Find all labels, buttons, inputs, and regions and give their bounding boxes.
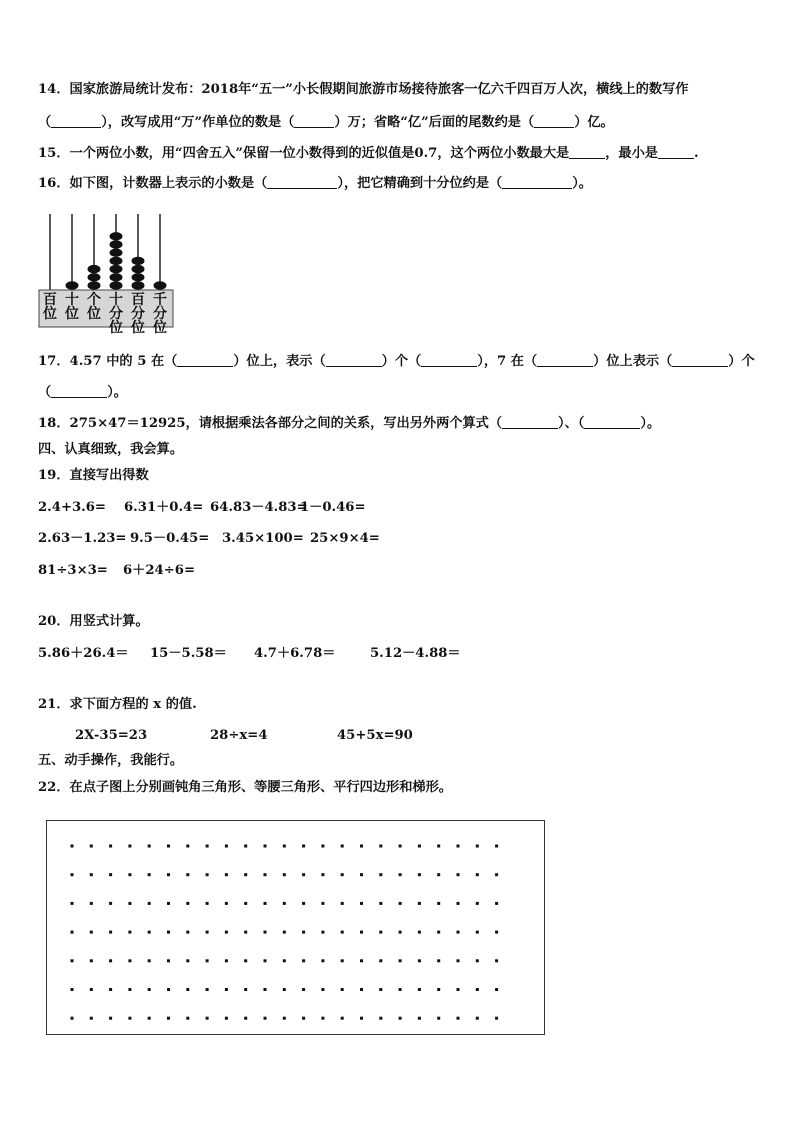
grid-dot[interactable]	[244, 845, 247, 848]
grid-dot[interactable]	[379, 931, 382, 934]
q20-title: 20．用竖式计算。	[38, 614, 149, 629]
grid-dot[interactable]	[321, 902, 324, 905]
calc-item: 2.63－1.23=	[38, 531, 127, 546]
grid-dot[interactable]	[457, 902, 460, 905]
grid-dot[interactable]	[495, 959, 498, 962]
grid-dot[interactable]	[283, 988, 286, 991]
vertical-calc-item: 5.86＋26.4＝	[38, 646, 129, 661]
grid-dot[interactable]	[457, 873, 460, 876]
abacus-bead	[110, 232, 123, 240]
grid-dot[interactable]	[90, 902, 93, 905]
abacus-bead	[110, 240, 123, 248]
abacus-bead	[132, 257, 145, 265]
answer-blank[interactable]	[569, 146, 605, 159]
q17-line1: 17．4.57 中的 5 在（ ）位上，表示（ ）个（ ），7 在（ ）位上表示（ ）个	[38, 354, 755, 369]
abacus-place-label: 十	[65, 292, 79, 308]
grid-dot[interactable]	[90, 988, 93, 991]
grid-dot[interactable]	[321, 988, 324, 991]
grid-dot[interactable]	[399, 988, 402, 991]
grid-dot[interactable]	[225, 931, 228, 934]
grid-dot[interactable]	[437, 1017, 440, 1020]
abacus-place-label: 百	[131, 292, 145, 308]
abacus-bead	[88, 265, 101, 273]
grid-dot[interactable]	[109, 988, 112, 991]
grid-dot[interactable]	[379, 845, 382, 848]
grid-dot[interactable]	[167, 873, 170, 876]
abacus-place-label: 分	[153, 306, 167, 322]
grid-dot[interactable]	[167, 988, 170, 991]
grid-dot[interactable]	[302, 845, 305, 848]
grid-dot[interactable]	[360, 902, 363, 905]
grid-dot[interactable]	[206, 845, 209, 848]
grid-dot[interactable]	[302, 931, 305, 934]
calc-item: 9.5－0.45=	[130, 531, 210, 546]
grid-dot[interactable]	[321, 931, 324, 934]
grid-dot[interactable]	[71, 1017, 74, 1020]
grid-dot[interactable]	[341, 902, 344, 905]
grid-dot[interactable]	[71, 988, 74, 991]
grid-dot[interactable]	[90, 1017, 93, 1020]
grid-dot[interactable]	[128, 845, 131, 848]
abacus-place-label: 千	[153, 292, 167, 308]
grid-dot[interactable]	[109, 845, 112, 848]
grid-dot[interactable]	[457, 1017, 460, 1020]
calc-item: 1－0.46=	[300, 500, 366, 515]
grid-dot[interactable]	[302, 902, 305, 905]
q16: 16．如下图，计数器上表示的小数是（ ），把它精确到十分位约是（ ）。	[38, 176, 592, 191]
answer-blank[interactable]	[421, 354, 477, 367]
grid-dot[interactable]	[206, 1017, 209, 1020]
grid-dot[interactable]	[341, 845, 344, 848]
grid-dot[interactable]	[128, 873, 131, 876]
grid-dot[interactable]	[283, 959, 286, 962]
grid-dot[interactable]	[264, 988, 267, 991]
grid-dot[interactable]	[264, 1017, 267, 1020]
abacus-place-label: 分	[131, 306, 145, 322]
grid-dot[interactable]	[495, 1017, 498, 1020]
grid-dot[interactable]	[379, 902, 382, 905]
calc-item: 6＋24÷6=	[123, 563, 195, 578]
grid-dot[interactable]	[360, 988, 363, 991]
answer-blank[interactable]	[177, 354, 233, 367]
grid-dot[interactable]	[186, 959, 189, 962]
grid-dot[interactable]	[437, 959, 440, 962]
grid-dot[interactable]	[283, 845, 286, 848]
grid-dot[interactable]	[476, 845, 479, 848]
grid-dot[interactable]	[321, 959, 324, 962]
abacus-place-label: 位	[131, 320, 145, 336]
grid-dot[interactable]	[418, 959, 421, 962]
grid-dot[interactable]	[167, 959, 170, 962]
q17-line2: （ ）。	[38, 385, 127, 400]
grid-dot[interactable]	[167, 1017, 170, 1020]
grid-dot[interactable]	[167, 902, 170, 905]
grid-dot[interactable]	[71, 845, 74, 848]
grid-dot[interactable]	[167, 845, 170, 848]
abacus-place-label: 个	[87, 292, 101, 308]
q22-title: 22．在点子图上分别画钝角三角形、等腰三角形、平行四边形和梯形。	[38, 780, 452, 795]
abacus-place-label: 分	[109, 306, 123, 322]
grid-dot[interactable]	[186, 1017, 189, 1020]
answer-blank[interactable]	[502, 416, 558, 429]
abacus-place-label: 十	[109, 292, 123, 308]
grid-dot[interactable]	[418, 988, 421, 991]
answer-blank[interactable]	[534, 115, 574, 128]
grid-dot[interactable]	[225, 873, 228, 876]
grid-dot[interactable]	[418, 873, 421, 876]
equation-item: 2X-35=23	[75, 728, 148, 743]
grid-dot[interactable]	[148, 988, 151, 991]
grid-dot[interactable]	[244, 988, 247, 991]
grid-dot[interactable]	[360, 873, 363, 876]
abacus-place-label: 位	[153, 320, 167, 336]
grid-dot[interactable]	[186, 873, 189, 876]
section-4-heading: 四、认真细致，我会算。	[38, 442, 184, 457]
grid-dot[interactable]	[264, 873, 267, 876]
abacus-bead	[110, 257, 123, 265]
grid-dot[interactable]	[128, 931, 131, 934]
grid-dot[interactable]	[206, 902, 209, 905]
q21-title: 21．求下面方程的 x 的值.	[38, 697, 197, 712]
grid-dot[interactable]	[476, 959, 479, 962]
answer-blank[interactable]	[267, 176, 337, 189]
grid-dot[interactable]	[399, 902, 402, 905]
grid-dot[interactable]	[360, 1017, 363, 1020]
answer-blank[interactable]	[294, 115, 334, 128]
grid-dot[interactable]	[399, 959, 402, 962]
grid-dot[interactable]	[71, 959, 74, 962]
calc-item: 25×9×4=	[310, 531, 380, 546]
grid-dot[interactable]	[360, 959, 363, 962]
vertical-calc-item: 5.12－4.88＝	[370, 646, 461, 661]
grid-dot[interactable]	[418, 931, 421, 934]
grid-dot[interactable]	[264, 959, 267, 962]
vertical-calc-item: 4.7＋6.78＝	[254, 646, 336, 661]
grid-dot[interactable]	[244, 931, 247, 934]
grid-dot[interactable]	[148, 931, 151, 934]
grid-dot[interactable]	[283, 873, 286, 876]
grid-dot[interactable]	[225, 902, 228, 905]
grid-dot[interactable]	[476, 988, 479, 991]
grid-dot[interactable]	[225, 1017, 228, 1020]
calc-item: 6.31＋0.4=	[124, 500, 204, 515]
abacus-bead	[66, 281, 79, 289]
section-5-heading: 五、动手操作，我能行。	[38, 753, 184, 768]
abacus-place-label: 位	[109, 320, 123, 336]
abacus-bead	[110, 265, 123, 273]
grid-dot[interactable]	[495, 988, 498, 991]
grid-dot[interactable]	[90, 959, 93, 962]
dot-grid[interactable]	[46, 820, 546, 1036]
grid-dot[interactable]	[206, 873, 209, 876]
grid-dot[interactable]	[128, 959, 131, 962]
abacus-bead	[88, 281, 101, 289]
grid-dot[interactable]	[399, 845, 402, 848]
grid-dot[interactable]	[399, 1017, 402, 1020]
answer-blank[interactable]	[502, 176, 572, 189]
abacus-bead	[154, 281, 167, 289]
grid-dot[interactable]	[128, 902, 131, 905]
answer-blank[interactable]	[537, 354, 593, 367]
grid-dot[interactable]	[476, 931, 479, 934]
abacus-place-label: 位	[87, 306, 101, 322]
grid-dot[interactable]	[186, 931, 189, 934]
grid-dot[interactable]	[225, 845, 228, 848]
grid-dot[interactable]	[379, 873, 382, 876]
grid-dot[interactable]	[476, 873, 479, 876]
grid-dot[interactable]	[341, 1017, 344, 1020]
grid-dot[interactable]	[128, 988, 131, 991]
abacus-bead	[132, 265, 145, 273]
abacus-bead	[88, 273, 101, 281]
abacus-bead	[132, 273, 145, 281]
abacus-bead	[110, 249, 123, 257]
grid-dot[interactable]	[495, 873, 498, 876]
calc-item: 3.45×100=	[222, 531, 304, 546]
grid-dot[interactable]	[302, 988, 305, 991]
calc-item: 81÷3×3=	[38, 563, 108, 578]
grid-dot[interactable]	[437, 845, 440, 848]
grid-dot[interactable]	[71, 873, 74, 876]
grid-dot[interactable]	[148, 902, 151, 905]
grid-dot[interactable]	[148, 873, 151, 876]
grid-dot[interactable]	[457, 959, 460, 962]
q15: 15．一个两位小数，用“四舍五入”保留一位小数得到的近似值是0.7，这个两位小数最大是 ，最小是 .	[38, 146, 699, 161]
equation-item: 28÷x=4	[210, 728, 268, 743]
grid-dot[interactable]	[244, 1017, 247, 1020]
answer-blank[interactable]	[658, 146, 694, 159]
abacus-place-label: 位	[65, 306, 79, 322]
grid-dot[interactable]	[244, 902, 247, 905]
grid-dot[interactable]	[302, 959, 305, 962]
grid-dot[interactable]	[71, 902, 74, 905]
grid-dot[interactable]	[90, 931, 93, 934]
grid-dot[interactable]	[148, 959, 151, 962]
grid-dot[interactable]	[225, 988, 228, 991]
grid-dot[interactable]	[148, 1017, 151, 1020]
grid-dot[interactable]	[264, 902, 267, 905]
answer-blank[interactable]	[326, 354, 382, 367]
grid-dot[interactable]	[437, 902, 440, 905]
q19-title: 19．直接写出得数	[38, 468, 149, 483]
grid-dot[interactable]	[399, 931, 402, 934]
grid-dot[interactable]	[244, 873, 247, 876]
grid-dot[interactable]	[437, 988, 440, 991]
grid-dot[interactable]	[128, 1017, 131, 1020]
grid-dot[interactable]	[283, 931, 286, 934]
grid-dot[interactable]	[109, 902, 112, 905]
grid-dot[interactable]	[186, 845, 189, 848]
grid-dot[interactable]	[321, 873, 324, 876]
answer-blank[interactable]	[584, 416, 640, 429]
grid-dot[interactable]	[495, 902, 498, 905]
grid-dot[interactable]	[437, 931, 440, 934]
grid-dot[interactable]	[264, 845, 267, 848]
grid-dot[interactable]	[399, 873, 402, 876]
grid-dot[interactable]	[206, 931, 209, 934]
grid-dot[interactable]	[264, 931, 267, 934]
q14-line1: 14．国家旅游局统计发布：2018年“五一”小长假期间旅游市场接待旅客一亿六千四百万人次，横线上的数写作	[38, 82, 689, 97]
abacus-bead	[110, 281, 123, 289]
grid-dot[interactable]	[244, 959, 247, 962]
calc-item: 64.83－4.83=	[210, 500, 308, 515]
grid-dot[interactable]	[360, 845, 363, 848]
dot-grid-frame	[47, 821, 545, 1035]
grid-dot[interactable]	[495, 931, 498, 934]
grid-dot[interactable]	[71, 931, 74, 934]
grid-dot[interactable]	[90, 873, 93, 876]
abacus-bead	[110, 273, 123, 281]
grid-dot[interactable]	[109, 931, 112, 934]
grid-dot[interactable]	[167, 931, 170, 934]
grid-dot[interactable]	[476, 1017, 479, 1020]
grid-dot[interactable]	[321, 1017, 324, 1020]
grid-dot[interactable]	[341, 959, 344, 962]
grid-dot[interactable]	[321, 845, 324, 848]
grid-dot[interactable]	[186, 902, 189, 905]
q18: 18．275×47＝12925，请根据乘法各部分之间的关系，写出另外两个算式（ ）、（ ）。	[38, 416, 661, 431]
grid-dot[interactable]	[109, 959, 112, 962]
grid-dot[interactable]	[418, 845, 421, 848]
grid-dot[interactable]	[341, 988, 344, 991]
grid-dot[interactable]	[437, 873, 440, 876]
grid-dot[interactable]	[379, 1017, 382, 1020]
grid-dot[interactable]	[206, 988, 209, 991]
grid-dot[interactable]	[109, 873, 112, 876]
grid-dot[interactable]	[302, 873, 305, 876]
grid-dot[interactable]	[457, 845, 460, 848]
grid-dot[interactable]	[206, 959, 209, 962]
answer-blank[interactable]	[51, 385, 107, 398]
grid-dot[interactable]	[225, 959, 228, 962]
abacus-bead	[132, 281, 145, 289]
grid-dot[interactable]	[457, 931, 460, 934]
abacus-place-label: 位	[43, 306, 57, 322]
vertical-calc-item: 15－5.58＝	[150, 646, 227, 661]
grid-dot[interactable]	[379, 988, 382, 991]
q14-line2: （ ），改写成用“万”作单位的数是（ ）万；省略“亿”后面的尾数约是（ ）亿。	[38, 115, 614, 130]
grid-dot[interactable]	[186, 988, 189, 991]
abacus-counter	[38, 210, 178, 340]
grid-dot[interactable]	[148, 845, 151, 848]
answer-blank[interactable]	[51, 115, 101, 128]
grid-dot[interactable]	[418, 1017, 421, 1020]
grid-dot[interactable]	[90, 845, 93, 848]
equation-item: 45+5x=90	[337, 728, 413, 743]
grid-dot[interactable]	[283, 902, 286, 905]
grid-dot[interactable]	[341, 931, 344, 934]
grid-dot[interactable]	[283, 1017, 286, 1020]
grid-dot[interactable]	[109, 1017, 112, 1020]
grid-dot[interactable]	[341, 873, 344, 876]
grid-dot[interactable]	[379, 959, 382, 962]
grid-dot[interactable]	[476, 902, 479, 905]
grid-dot[interactable]	[418, 902, 421, 905]
calc-item: 2.4+3.6=	[38, 500, 106, 515]
grid-dot[interactable]	[495, 845, 498, 848]
grid-dot[interactable]	[360, 931, 363, 934]
grid-dot[interactable]	[457, 988, 460, 991]
grid-dot[interactable]	[302, 1017, 305, 1020]
answer-blank[interactable]	[672, 354, 728, 367]
abacus-place-label: 百	[43, 292, 57, 308]
